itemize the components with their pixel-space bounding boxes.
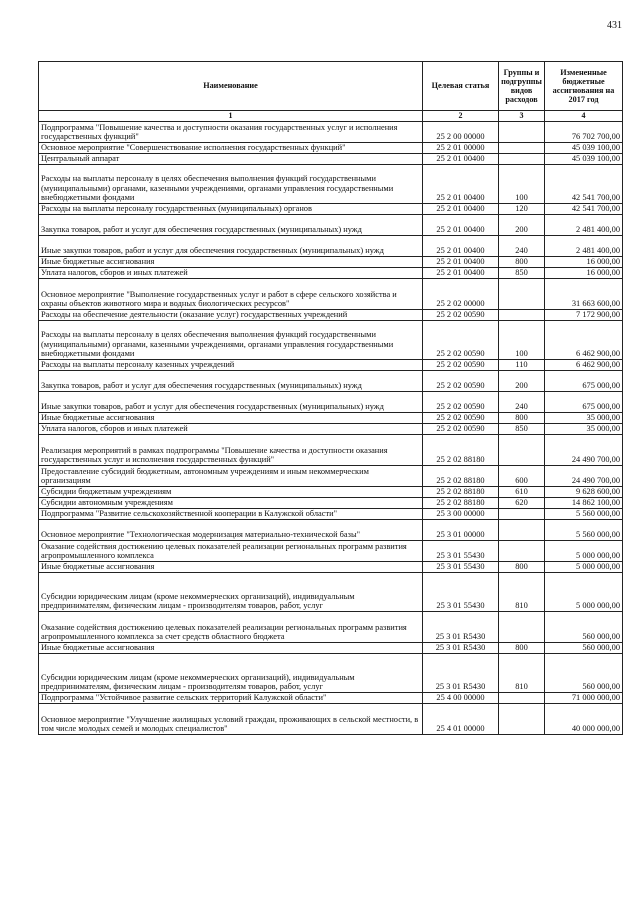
row-code: 25 2 00 00000 bbox=[423, 122, 499, 143]
row-group: 800 bbox=[499, 562, 545, 573]
row-group: 800 bbox=[499, 413, 545, 424]
row-group: 200 bbox=[499, 371, 545, 392]
table-row bbox=[39, 498, 623, 509]
row-code: 25 2 02 88180 bbox=[423, 466, 499, 487]
header-group: Группы и подгруппы видов расходов bbox=[499, 62, 545, 111]
table-row bbox=[39, 165, 623, 204]
row-code: 25 3 01 R5430 bbox=[423, 612, 499, 643]
row-group bbox=[499, 704, 545, 735]
column-number: 2 bbox=[423, 111, 499, 122]
row-amount: 24 490 700,00 bbox=[545, 466, 623, 487]
row-group: 200 bbox=[499, 215, 545, 236]
row-code: 25 3 01 55430 bbox=[423, 562, 499, 573]
row-name: Уплата налогов, сборов и иных платежей bbox=[39, 424, 423, 435]
table-row bbox=[39, 704, 623, 735]
row-amount: 675 000,00 bbox=[545, 371, 623, 392]
row-code: 25 2 01 00400 bbox=[423, 154, 499, 165]
row-group bbox=[499, 541, 545, 562]
row-name: Расходы на выплаты персоналу казенных учреждений bbox=[39, 360, 423, 371]
page-number: 431 bbox=[607, 20, 622, 31]
row-name: Иные бюджетные ассигнования bbox=[39, 562, 423, 573]
header-code: Целевая статья bbox=[423, 62, 499, 111]
table-row bbox=[39, 541, 623, 562]
row-code: 25 2 01 00400 bbox=[423, 204, 499, 215]
row-group: 620 bbox=[499, 498, 545, 509]
row-name: Основное мероприятие "Совершенствование исполнения государственных функций" bbox=[39, 143, 423, 154]
table-row bbox=[39, 236, 623, 257]
row-name: Предоставление субсидий бюджетным, автономным учреждениям и иным некоммерческим организациям bbox=[39, 466, 423, 487]
row-amount: 2 481 400,00 bbox=[545, 236, 623, 257]
row-amount: 560 000,00 bbox=[545, 643, 623, 654]
row-group bbox=[499, 693, 545, 704]
row-group bbox=[499, 612, 545, 643]
column-number: 4 bbox=[545, 111, 623, 122]
table-row bbox=[39, 413, 623, 424]
row-name: Субсидии автономным учреждениям bbox=[39, 498, 423, 509]
row-code: 25 2 02 00590 bbox=[423, 413, 499, 424]
row-name: Подпрограмма "Развитие сельскохозяйственной кооперации в Калужской области" bbox=[39, 509, 423, 520]
row-amount: 560 000,00 bbox=[545, 654, 623, 693]
row-name: Расходы на выплаты персоналу в целях обеспечения выполнения функций государственными (муниципальными) органами, казенными учреждениями, органами управления государственными внебюджетными фондами bbox=[39, 165, 423, 204]
row-group: 240 bbox=[499, 236, 545, 257]
table-row bbox=[39, 204, 623, 215]
table-row bbox=[39, 143, 623, 154]
row-name: Закупка товаров, работ и услуг для обеспечения государственных (муниципальных) нужд bbox=[39, 215, 423, 236]
row-name: Центральный аппарат bbox=[39, 154, 423, 165]
row-code: 25 3 00 00000 bbox=[423, 509, 499, 520]
row-name: Расходы на выплаты персоналу в целях обеспечения выполнения функций государственными (муниципальными) органами, казенными учреждениями, органами управления государственными внебюджетными фондами bbox=[39, 321, 423, 360]
row-group bbox=[499, 122, 545, 143]
column-number-row bbox=[39, 111, 623, 122]
row-name: Иные бюджетные ассигнования bbox=[39, 413, 423, 424]
row-amount: 16 000,00 bbox=[545, 257, 623, 268]
row-group bbox=[499, 154, 545, 165]
row-name: Субсидии бюджетным учреждениям bbox=[39, 487, 423, 498]
row-amount: 6 462 900,00 bbox=[545, 360, 623, 371]
row-name: Расходы на обеспечение деятельности (оказание услуг) государственных учреждений bbox=[39, 310, 423, 321]
row-group: 100 bbox=[499, 321, 545, 360]
row-code: 25 4 00 00000 bbox=[423, 693, 499, 704]
row-group: 850 bbox=[499, 424, 545, 435]
row-group: 100 bbox=[499, 165, 545, 204]
row-name: Оказание содействия достижению целевых показателей реализации региональных программ развития агропромышленного комплекса bbox=[39, 541, 423, 562]
row-amount: 14 862 100,00 bbox=[545, 498, 623, 509]
row-amount: 24 490 700,00 bbox=[545, 435, 623, 466]
row-code: 25 2 02 88180 bbox=[423, 435, 499, 466]
table-row bbox=[39, 509, 623, 520]
table-row bbox=[39, 154, 623, 165]
table-row bbox=[39, 435, 623, 466]
table-header-row bbox=[39, 62, 623, 111]
header-name: Наименование bbox=[39, 62, 423, 111]
row-name: Иные закупки товаров, работ и услуг для обеспечения государственных (муниципальных) нужд bbox=[39, 236, 423, 257]
row-code: 25 2 01 00400 bbox=[423, 268, 499, 279]
row-name: Расходы на выплаты персоналу государственных (муниципальных) органов bbox=[39, 204, 423, 215]
row-name: Основное мероприятие "Технологическая модернизация материально-технической базы" bbox=[39, 520, 423, 541]
row-amount: 16 000,00 bbox=[545, 268, 623, 279]
table-row bbox=[39, 392, 623, 413]
table-row bbox=[39, 424, 623, 435]
row-amount: 35 000,00 bbox=[545, 413, 623, 424]
row-group: 120 bbox=[499, 204, 545, 215]
row-amount: 5 000 000,00 bbox=[545, 541, 623, 562]
row-name: Реализация мероприятий в рамках подпрограммы "Повышение качества и доступности оказания государственных услуг и исполнения государственных функций" bbox=[39, 435, 423, 466]
row-amount: 31 663 600,00 bbox=[545, 279, 623, 310]
header-amount: Измененные бюджетные ассигнования на 2017 год bbox=[545, 62, 623, 111]
table-row bbox=[39, 643, 623, 654]
table-body bbox=[39, 122, 623, 735]
row-group bbox=[499, 310, 545, 321]
row-code: 25 2 02 00590 bbox=[423, 360, 499, 371]
table-row bbox=[39, 573, 623, 612]
table-row bbox=[39, 520, 623, 541]
row-amount: 40 000 000,00 bbox=[545, 704, 623, 735]
table-row bbox=[39, 562, 623, 573]
row-amount: 5 560 000,00 bbox=[545, 520, 623, 541]
row-code: 25 2 02 00590 bbox=[423, 392, 499, 413]
row-code: 25 3 01 00000 bbox=[423, 520, 499, 541]
table-row bbox=[39, 215, 623, 236]
row-group bbox=[499, 435, 545, 466]
row-code: 25 4 01 00000 bbox=[423, 704, 499, 735]
budget-table bbox=[38, 61, 623, 735]
row-name: Иные бюджетные ассигнования bbox=[39, 257, 423, 268]
row-name: Подпрограмма "Устойчивое развитие сельских территорий Калужской области" bbox=[39, 693, 423, 704]
row-group: 800 bbox=[499, 643, 545, 654]
row-name: Оказание содействия достижению целевых показателей реализации региональных программ развития агропромышленного комплекса за счет средств областного бюджета bbox=[39, 612, 423, 643]
row-amount: 5 000 000,00 bbox=[545, 573, 623, 612]
row-code: 25 2 01 00400 bbox=[423, 215, 499, 236]
row-code: 25 2 01 00400 bbox=[423, 165, 499, 204]
table-row bbox=[39, 466, 623, 487]
column-number: 3 bbox=[499, 111, 545, 122]
row-amount: 7 172 900,00 bbox=[545, 310, 623, 321]
row-amount: 9 628 600,00 bbox=[545, 487, 623, 498]
row-amount: 71 000 000,00 bbox=[545, 693, 623, 704]
row-group: 110 bbox=[499, 360, 545, 371]
row-amount: 45 039 100,00 bbox=[545, 154, 623, 165]
table-row bbox=[39, 612, 623, 643]
row-group bbox=[499, 520, 545, 541]
table-row bbox=[39, 371, 623, 392]
row-code: 25 2 02 00590 bbox=[423, 424, 499, 435]
row-name: Подпрограмма "Повышение качества и доступности оказания государственных услуг и исполнения государственных функций" bbox=[39, 122, 423, 143]
row-amount: 45 039 100,00 bbox=[545, 143, 623, 154]
row-code: 25 2 01 00400 bbox=[423, 236, 499, 257]
row-name: Основное мероприятие "Выполнение государственных услуг и работ в сфере сельского хозяйства и охраны объектов животного мира и водных биологических ресурсов" bbox=[39, 279, 423, 310]
row-group bbox=[499, 143, 545, 154]
table-row bbox=[39, 487, 623, 498]
row-code: 25 2 01 00400 bbox=[423, 257, 499, 268]
row-name: Иные закупки товаров, работ и услуг для обеспечения государственных (муниципальных) нужд bbox=[39, 392, 423, 413]
row-group: 240 bbox=[499, 392, 545, 413]
row-code: 25 3 01 R5430 bbox=[423, 654, 499, 693]
table-row bbox=[39, 654, 623, 693]
table-row bbox=[39, 268, 623, 279]
row-code: 25 2 02 00590 bbox=[423, 310, 499, 321]
row-amount: 76 702 700,00 bbox=[545, 122, 623, 143]
row-name: Иные бюджетные ассигнования bbox=[39, 643, 423, 654]
row-name: Закупка товаров, работ и услуг для обеспечения государственных (муниципальных) нужд bbox=[39, 371, 423, 392]
table-row bbox=[39, 122, 623, 143]
row-group: 600 bbox=[499, 466, 545, 487]
row-group: 610 bbox=[499, 487, 545, 498]
row-amount: 560 000,00 bbox=[545, 612, 623, 643]
row-code: 25 2 02 00000 bbox=[423, 279, 499, 310]
row-name: Субсидии юридическим лицам (кроме некоммерческих организаций), индивидуальным предпринимателям, физическим лицам - производителям товаров, работ, услуг bbox=[39, 573, 423, 612]
row-group bbox=[499, 509, 545, 520]
row-amount: 5 000 000,00 bbox=[545, 562, 623, 573]
row-name: Основное мероприятие "Улучшение жилищных условий граждан, проживающих в сельской местности, в том числе молодых семей и молодых специалистов" bbox=[39, 704, 423, 735]
row-code: 25 2 01 00000 bbox=[423, 143, 499, 154]
row-amount: 42 541 700,00 bbox=[545, 165, 623, 204]
row-group bbox=[499, 279, 545, 310]
row-code: 25 2 02 00590 bbox=[423, 321, 499, 360]
row-code: 25 3 01 55430 bbox=[423, 541, 499, 562]
row-code: 25 3 01 55430 bbox=[423, 573, 499, 612]
row-amount: 5 560 000,00 bbox=[545, 509, 623, 520]
table-row bbox=[39, 257, 623, 268]
row-name: Уплата налогов, сборов и иных платежей bbox=[39, 268, 423, 279]
row-amount: 6 462 900,00 bbox=[545, 321, 623, 360]
table-row bbox=[39, 360, 623, 371]
row-code: 25 2 02 88180 bbox=[423, 487, 499, 498]
table-row bbox=[39, 693, 623, 704]
table-row bbox=[39, 279, 623, 310]
column-number: 1 bbox=[39, 111, 423, 122]
row-code: 25 3 01 R5430 bbox=[423, 643, 499, 654]
row-group: 850 bbox=[499, 268, 545, 279]
row-code: 25 2 02 00590 bbox=[423, 371, 499, 392]
row-amount: 42 541 700,00 bbox=[545, 204, 623, 215]
row-amount: 675 000,00 bbox=[545, 392, 623, 413]
table-row bbox=[39, 321, 623, 360]
row-amount: 35 000,00 bbox=[545, 424, 623, 435]
row-group: 810 bbox=[499, 573, 545, 612]
row-name: Субсидии юридическим лицам (кроме некоммерческих организаций), индивидуальным предпринимателям, физическим лицам - производителям товаров, работ, услуг bbox=[39, 654, 423, 693]
row-group: 800 bbox=[499, 257, 545, 268]
row-group: 810 bbox=[499, 654, 545, 693]
table-row bbox=[39, 310, 623, 321]
row-code: 25 2 02 88180 bbox=[423, 498, 499, 509]
row-amount: 2 481 400,00 bbox=[545, 215, 623, 236]
